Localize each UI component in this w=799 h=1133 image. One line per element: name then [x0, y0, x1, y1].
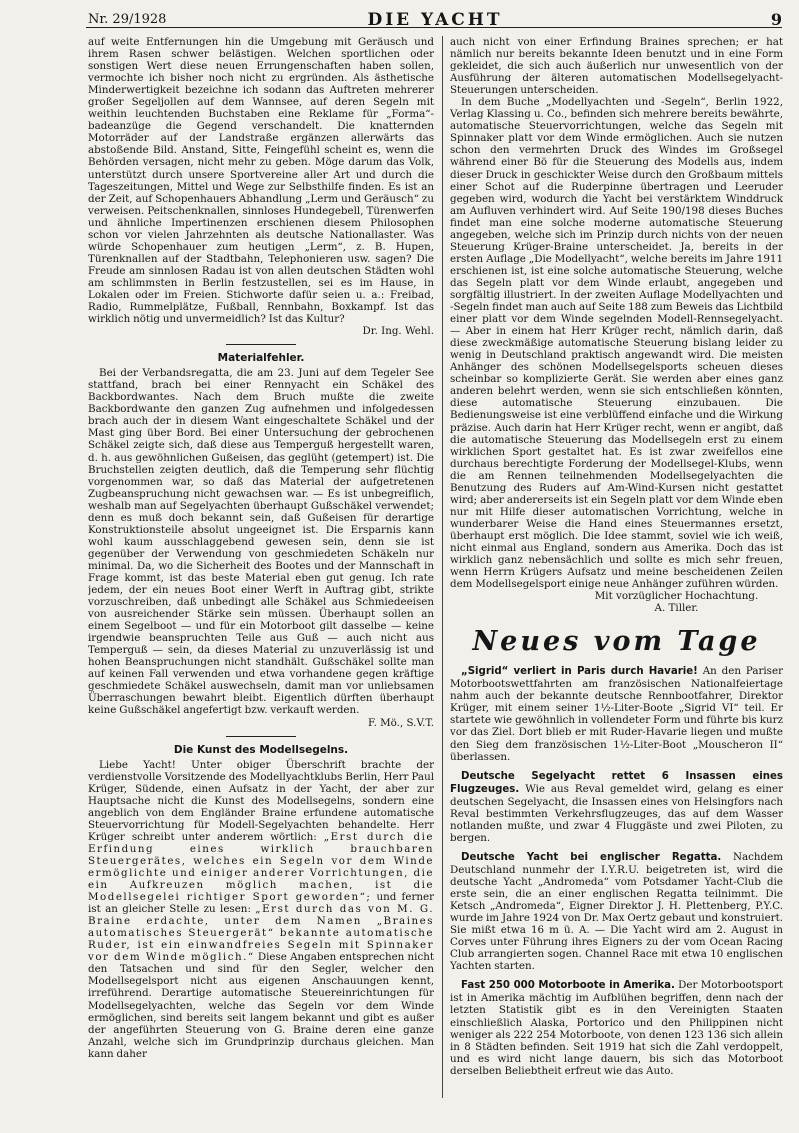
kunst-text-b: und ferner ist an gleicher Stelle zu lesen:: [88, 891, 434, 916]
news-item: [450, 665, 783, 762]
news-body: Der Motorbootsport ist in Amerika mächtig im Aufblühen begriffen, denn nach der letzten Statistik gibt es in den Vereinigten Staaten einschließlich Alaska, Portorico und den Philippinen nicht weniger als 222 254 Motorboote, von denen 123 136 sich allein in 8 Städten befinden. Seit 1919 hat sich die Zahl verdoppelt, und es wird nicht lange dauern, bis sich das Motorboot derselben Beliebtheit erfreut wie das Auto.: [450, 979, 783, 1077]
material-article-text: Bei der Verbandsregatta, die am 23. Juni auf dem Tegeler See stattfand, brach bei einer Rennyacht ein Schäkel des Backbordwantes. Nach dem Bruch mußte die zweite Backbordwante den ganzen Zug aufnehmen und infolgedessen brach auch der in diesem Want eingeschaltete Schäkel und der Mast ging über Bord. Bei einer Untersuchung der gebrochenen Schäkel zeigte sich, daß diese aus Temperguß hergestellt waren, d. h. aus gewöhnlichen Gußeisen, das geglüht (getempert) ist. Die Bruchstellen zeigten deutlich, daß die Temperung sehr flüchtig vorgenommen war, so daß das Material der aufgetretenen Zugbeanspruchung nicht gewachsen war. — Es ist unbegreiflich, weshalb man auf Segelyachten überhaupt Gußschäkel verwendet; denn es muß doch bekannt sein, daß Gußeisen für derartige Konstruktionsteile absolut ungeeignet ist. Die Ersparnis kann wohl kaum ausschlaggebend gewesen sein, denn sie ist gegenüber der Verwendung von geschmiedeten Schäkeln nur minimal. Da, wo die Sicherheit des Bootes und der Mannschaft in Frage kommt, ist das beste Material eben gut genug. Ich rate jedem, der ein neues Boot einer Werft in Auftrag gibt, strikte vorzuschreiben, daß unbedingt alle Schäkel aus Schmiedeeisen von ausreichender Stärke sein müssen. Überhaupt sollen an einem Segelboot — und für ein Motorboot gilt dasselbe — keine irgendwie beanspruchten Teile aus Guß — auch nicht aus Temperguß — sein, da dieses Material zu unzuverlässig ist und hohen Beanspruchungen nicht standhält. Gußschäkel sollte man auf keinen Fall verwenden und etwa vorhandene gegen kräftige geschmiedete Schäkel auswechseln, damit man vor unliebsamen Überraschungen bewahrt bleibt. Eigentlich dürften überhaupt keine Gußschäkel angefertigt bzw. verkauft werden.: [88, 367, 434, 717]
kunst-article-title: Die Kunst des Modellsegelns.: [173, 743, 349, 756]
page-number: 9: [770, 10, 782, 29]
kunst-text-a: Liebe Yacht! Unter obiger Überschrift brachte der verdienstvolle Vorsitzende des Modellyachtklubs Berlin, Herr Paul Krüger, Südende, einen Aufsatz in der Yacht, der aber zur Hauptsache nicht die Kunst des Modellsegelns, sondern eine angeblich von dem Engländer Braine erfundene automatische Steuervorrichtung für Modell-Segelyachten behandelte. Herr Krüger schreibt unter anderem wörtlich:: [88, 758, 434, 843]
letter-signature: A. Tiller.: [654, 602, 699, 615]
left-column: [88, 36, 434, 1098]
intro-signature: Dr. Ing. Wehl.: [362, 325, 434, 338]
kunst-quote: „Erst durch die Erfindung eines wirklich brauchbaren Steuergerätes, welches ein Segeln vor dem Winde ermöglichte und einiger anderer Vorrichtungen, die ein Aufkreuzen möglich machen, ist die Modellsegelei richtiger Sport geworden“;: [88, 830, 434, 904]
section-divider: [226, 736, 296, 737]
news-headline: Fast 250 000 Motorboote in Amerika.: [461, 980, 675, 992]
material-signature: F. Mö., S.V.T.: [368, 716, 434, 729]
page-header: [88, 10, 782, 34]
news-item: [450, 979, 783, 1076]
news-headline: „Sigrid“ verliert in Paris durch Havarie!: [461, 666, 698, 678]
masthead: DIE YACHT: [367, 10, 503, 30]
letter-text: In dem Buche „Modellyachten und -Segeln“, Berlin 1922, Verlag Klassing u. Co., befinden sich mehrere bereits bewährte, automatische Steuervorrichtungen, welche das Segeln mit Spinnaker platt vor dem Winde ermöglichen. Auch sie nutzen schon den vermehrten Druck des Windes im Großsegel während einer Bö für die Steuerung des Modells aus, indem dieser Druck in geschickter Weise durch den Großbaum mittels einer Schot auf die Ruderpinne übertragen und Leeruder gegeben wird, wodurch die Yacht bei verstärktem Winddruck am Aufluven verhindert wird. Auf Seite 190/198 dieses Buches findet man eine solche moderne automatische Steuerung angegeben, welche sich im Prinzip durch nichts von der neuen Steuerung Krüger-Braine unterscheidet. Ja, bereits in der ersten Auflage „Die Modellyacht“, welche bereits im Jahre 1911 erschienen ist, ist eine solche automatische Steuerung, welche das Segeln platt vor dem Winde erlaubt, angegeben und sorgfältig illustriert. In der zweiten Auflage Modellyachten und -Segeln findet man auch auf Seite 188 zum Beweis das Lichtbild einer platt vor dem Winde segelnden Modell-Rennsegelyacht. — Aber in einem hat Herr Krüger recht, nämlich darin, daß diese zweckmäßige automatische Steuerung bislang leider zu wenig in Deutschland praktisch angewandt wird. Die meisten Anhänger des schönen Modellsegelsports scheuen dieses scheinbar so komplizierte Gerät. Sie werden aber eines ganz anderen belehrt werden, wenn sie sich entschließen könnten, diese automatische Steuerung einzubauen. Die Bedienungsweise ist eine verblüffend einfache und die Wirkung präzise. Auch darin hat Herr Krüger recht, wenn er angibt, daß die automatische Steuerung das Modellsegeln erst zu einem wirklichen Sport gestaltet hat. Es ist zwar zweifellos eine durchaus berechtigte Forderung der Modellsegel-Klubs, wenn die am Rennen teilnehmenden Modellsegelyachten die Benutzung des Ruders auf Am-Wind-Kursen nicht gestattet wird; aber andererseits ist ein Segeln platt vor dem Winde eben nur mit Hilfe dieser automatischen Vorrichtung, welche in wunderbarer Weise die Hand eines Steuermannes ersetzt, überhaupt erst möglich. Die Idee stammt, soviel wie ich weiß, nicht einmal aus England, sondern aus Amerika. Doch das ist wirklich ganz nebensächlich und sollte es mich sehr freuen, wenn Herrn Krügers Aufsatz und meine bescheidenen Zeilen dem Modellsegelsport einige neue Anhänger zuführen würden.: [450, 96, 783, 591]
issue-number: Nr. 29/1928: [88, 12, 167, 27]
news-headline: Deutsche Yacht bei englischer Regatta.: [461, 851, 722, 863]
section-divider: [226, 344, 296, 345]
header-rule: [86, 27, 782, 28]
news-banner: Neues vom Tage: [472, 626, 761, 658]
intro-article-text: auf weite Entfernungen hin die Umgebung mit Geräusch und ihrem Rasen schwer belästigen. Welchen sportlichen oder sonstigen Wert diese neuen Errungenschaften haben sollen, vermochte ich bisher noch nicht zu ergründen. Als ästhetische Minderwertigkeit bezeichne ich sodann das Auftreten mehrerer großer Segeljollen auf dem Wannsee, auf deren Segeln mit weithin leuchtenden Buchstaben eine Reklame für „Forma“-badeanzüge die Gegend verschandelt. Die knatternden Motorräder auf der Landstraße ergänzen allerwärts das abstoßende Bild. Anstand, Sitte, Feingefühl scheint es, wenn die Behörden versagen, nicht mehr zu geben. Möge darum das Volk, unterstützt durch unsere Sportvereine aller Art und durch die Tageszeitungen, Mittel und Wege zur Selbsthilfe finden. Es ist an der Zeit, auf Schopenhauers Abhandlung „Lerm und Geräusch“ zu verweisen. Peitschenknallen, sinnloses Hundegebell, Türenwerfen und ähnliche Impertinenzen erschienen diesem Philosophen schon vor vielen Jahrzehnten als deutsche Nationallaster. Was würde Schopenhauer zum heutigen „Lerm“, z. B. Hupen, Türenknallen auf der Stadtbahn, Telephonieren usw. sagen? Die Freude am sinnlosen Radau ist von allen deutschen Städten wohl am schlimmsten in Berlin festzustellen, sei es im Hause, in Lokalen oder im Freien. Stichworte dafür seien u. a.: Freibad, Radio, Rummelplätze, Fußball, Rennbahn, Boxkampf. Ist das wirklich nötig und unvermeidlich? Ist das Kultur?: [88, 36, 434, 326]
news-body: Nachdem Deutschland nunmehr der I.Y.R.U. beigetreten ist, wird die deutsche Yacht „Andromeda“ vom Potsdamer Yacht-Club die erste sein, die an einer englischen Regatta teilnimmt. Die Ketsch „Andromeda“, Eigner Direktor J. H. Plettenberg, P.Y.C. wurde im Jahre 1924 von Dr. Max Oertz gebaut und konstruiert. Sie mißt etwa 16 m ü. A. — Die Yacht wird am 2. August in Corves unter Führung ihres Eigners zu der vom Ocean Racing Club arrangierten sogen. Channel Race mit etwa 10 englischen Yachten starten.: [450, 850, 783, 973]
letter-text-continued: auch nicht von einer Erfindung Braines sprechen; er hat nämlich nur bereits bekannte Ideen benutzt und in eine Form gekleidet, die sich auch äußerlich nur unwesentlich von der Ausführung der älteren automatischen Modellsegelyacht-Steuerungen unterscheiden.: [450, 36, 783, 97]
kunst-article-text: [88, 759, 434, 1060]
news-body: An den Pariser Motorbootswettfahrten am französischen Nationalfeiertage nahm auch der bekannte deutsche Rennbootfahrer, Direktor Krüger, mit einem seiner 1½-Liter-Boote „Sigrid VI“ teil. Er startete wie gewöhnlich in vollendeter Form und führte bis kurz vor das Ziel. Dort blieb er mit Ruder-Havarie liegen und mußte den Sieg dem französischen 1½-Liter-Boot „Mouscheron II“ überlassen.: [450, 665, 783, 763]
news-item: [450, 851, 783, 972]
kunst-quote-b: „Erst durch das von M. G. Braine erdachte, unter dem Namen „Braines automatisches Steuergerät“ bekannte automatische Ruder, ist ein einwandfreies Segeln mit Spinnaker vor dem Winde möglich.“: [88, 903, 434, 964]
news-item: [450, 770, 783, 844]
news-body: Wie aus Reval gemeldet wird, gelang es einer deutschen Segelyacht, die Insassen eines von Helsingfors nach Reval bestimmten Verkehrsflugzeuges, das auf dem Wasser notlanden mußte, und zwar 4 Fluggäste und zwei Piloten, zu bergen.: [450, 782, 783, 844]
kunst-text-c: Diese Angaben entsprechen nicht den Tatsachen und sind für den Segler, welcher den Modellsegelsport nicht aus eigenen Anschauungen kennt, irreführend. Derartige automatische Steuereinrichtungen für Modellsegelyachten, welche das Segeln vor dem Winde ermöglichen, sind bereits seit langem bekannt und gibt es außer der angeführten Steuerung von G. Braine deren eine ganze Anzahl, welche sich im Grundprinzip durchaus gleichen. Man kann daher: [88, 951, 434, 1060]
material-article-title: Materialfehler.: [217, 352, 305, 365]
letter-closing: Mit vorzüglicher Hochachtung.: [594, 590, 759, 603]
right-column: [450, 36, 783, 1098]
column-rule: [442, 36, 443, 1098]
news-headline: Deutsche Segelyacht rettet 6 Insassen eines Flugzeuges.: [450, 770, 783, 795]
